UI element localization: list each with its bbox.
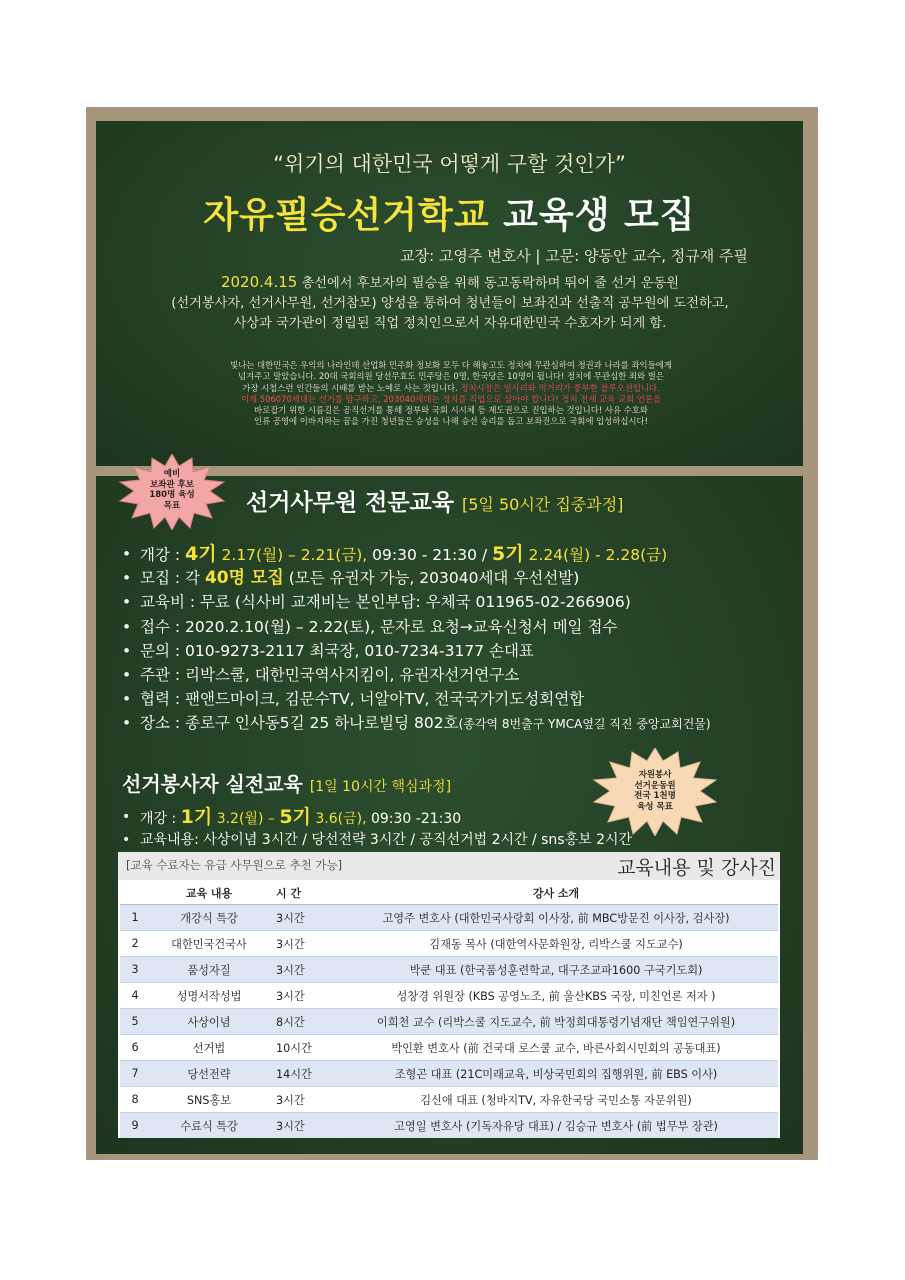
cell-subject: 품성자질: [150, 957, 268, 983]
open2-label: 개강 :: [140, 811, 181, 827]
col-header-subject: 교육 내용: [150, 881, 268, 905]
list-item-content: • 교육내용: 사상이념 3시간 / 당선전략 3시간 / 공직선거법 2시간 / sns홍보 2시간: [122, 829, 632, 852]
section2-list: [122, 806, 632, 852]
cell-instructor: 성창경 위원장 (KBS 공영노조, 前 울산KBS 국장, 미친언론 저자 ): [334, 983, 778, 1009]
cell-hours: 3시간: [268, 1113, 334, 1139]
notes-line6: 인류 공영에 이바지하는 꿈을 가진 청년들은 승성을 나해 승선 승리를 돕고 보좌진으로 국회에 입성하십시다!: [254, 416, 648, 427]
table-row: [120, 1009, 778, 1035]
section1-heading: 선거사무원 전문교육: [246, 490, 454, 516]
title-part1: 자유필승선거학교: [203, 195, 490, 236]
cohort2-5-dates: 3.6(금),: [310, 811, 367, 827]
open-label: 개강 :: [140, 546, 186, 564]
cell-instructor: 박쿤 대표 (한국품성훈련학교, 대구조교파1600 구국기도회): [334, 957, 778, 983]
course-table: [120, 881, 778, 1138]
table-header-row: [120, 881, 778, 905]
cell-subject: 선거법: [150, 1035, 268, 1061]
cell-subject: 수료식 특강: [150, 1113, 268, 1139]
list-item-open2: [122, 806, 632, 829]
section2-subtitle: [1일 10시간 핵심과정]: [309, 779, 452, 795]
cell-hours: 8시간: [268, 1009, 334, 1035]
staff-line: 교장: 고영주 변호사 | 고문: 양동안 교수, 정규재 주필: [400, 247, 748, 265]
table-row: [120, 1087, 778, 1113]
title-part2: 교육생 모집: [503, 195, 696, 236]
table-caption: 교육내용 및 강사진: [617, 857, 776, 879]
recruit-number: 40명 모집: [204, 568, 284, 589]
cohort2-1: 1기: [180, 806, 213, 828]
open2-time: 09:30 -21:30: [366, 811, 462, 827]
cell-num: 6: [120, 1035, 150, 1061]
notes-line4: 이제 506070세대는 선거를 탐구하고, 203040세대는 정치를 직업으로 삼아야 합니다! 정치 전세 교육 교회 언론을: [240, 393, 662, 404]
burst2-line2: 선거운동원: [634, 780, 676, 791]
cell-instructor: 고영주 변호사 (대한민국사랑회 이사장, 前 MBC방문진 이사장, 검사장): [334, 905, 778, 931]
section2-heading: 선거봉사자 실전교육: [122, 772, 303, 796]
cell-instructor: 박인환 변호사 (前 건국대 로스쿨 교수, 바른사회시민회의 공동대표): [334, 1035, 778, 1061]
open-time: 09:30 - 21:30 /: [367, 546, 493, 564]
notes-paragraph: [126, 360, 776, 428]
list-item-contact: • 문의 : 010-9273-2117 최국장, 010-7234-3177 손대표: [122, 639, 711, 663]
list-item-recruit: [122, 566, 711, 590]
notes-line3a: 가장 시첩스런 인간들의 시배를 받는 노예로 사는 것입니다.: [242, 382, 458, 393]
cell-subject: 사상이념: [150, 1009, 268, 1035]
cell-hours: 3시간: [268, 957, 334, 983]
cell-num: 8: [120, 1087, 150, 1113]
intro-line1: 총선에서 후보자의 필승을 위해 동고동락하며 뛰어 줄 선거 운동원: [301, 276, 680, 291]
cell-subject: 당선전략: [150, 1061, 268, 1087]
table-row: [120, 957, 778, 983]
col-header-num: [120, 881, 150, 905]
cohort-4: 4기: [185, 543, 217, 565]
recruit-detail: (모든 유권자 가능, 203040세대 우선선발): [283, 569, 580, 588]
cell-num: 3: [120, 957, 150, 983]
col-header-instructor: 강사 소개: [334, 881, 778, 905]
place-note: (종각역 8번출구 YMCA옆길 직진 중앙교회건물): [458, 717, 711, 732]
cohort-4-dates: 2.17(월) – 2.21(금),: [216, 546, 368, 564]
section1-list: [122, 542, 711, 736]
cell-hours: 10시간: [268, 1035, 334, 1061]
burst1-line4: 목표: [163, 500, 181, 511]
table-row: [120, 1035, 778, 1061]
notes-line3b: 정치시장은 일사리와 먹거리가 풍부한 블루오션입니다.: [460, 382, 660, 393]
course-table-panel: [118, 852, 780, 1138]
poster-subtitle: “위기의 대한민국 어떻게 구할 것인가”: [273, 152, 626, 176]
poster-title: [96, 187, 803, 238]
section1-subtitle: [5일 50시간 집중과정]: [462, 495, 624, 514]
recruit-label: 모집 : 각: [140, 569, 205, 588]
burst1-line2: 보좌관 후보: [149, 479, 194, 490]
intro-line3: 사상과 국가관이 정립된 직업 정치인으로서 자유대한민국 수호자가 되게 함.: [233, 316, 667, 331]
cell-instructor: 고영일 변호사 (기독자유당 대표) / 김승규 변호사 (前 법무부 장관): [334, 1113, 778, 1139]
table-header-bar: [118, 852, 780, 880]
cell-subject: 대한민국건국사: [150, 931, 268, 957]
list-item-host: • 주관 : 리박스쿨, 대한민국역사지킴이, 유권자선거연구소: [122, 663, 711, 687]
list-item-place: [122, 711, 711, 735]
cell-num: 2: [120, 931, 150, 957]
list-item-fee: • 교육비 : 무료 (식사비 교재비는 본인부담: 우체국 011965-02-266906): [122, 590, 711, 614]
cell-subject: 성명서작성법: [150, 983, 268, 1009]
cell-num: 4: [120, 983, 150, 1009]
intro-line2: (선거봉사자, 선거사무원, 선거참모) 양성을 통하여 청년들이 보좌진과 선출직 공무원에 도전하고,: [171, 296, 729, 311]
cell-instructor: 김신애 대표 (청바지TV, 자유한국당 국민소통 자문위원): [334, 1087, 778, 1113]
burst1-line3: 180명 육성: [149, 490, 195, 500]
notes-line1: 빛나는 대한민국은 우익의 나라인데 산업화 민주화 정보화 모두 다 해놓고도 정치에 무관심하여 정권과 나라를 좌익들에게: [230, 360, 672, 370]
cohort2-1-dates: 3.2(월) –: [212, 811, 280, 827]
table-row: [120, 931, 778, 957]
section2-title: [122, 768, 451, 797]
notes-line5: 바로잡기 위한 시름길은 공직선거를 통해 정부와 국회 시시체 등 제도권으로 진입하는 것입니다! 사유 수호와: [254, 405, 648, 416]
burst2-line3: 전국 1천명: [634, 791, 676, 801]
cell-num: 1: [120, 905, 150, 931]
election-date: 2020.4.15: [220, 273, 298, 291]
list-item-open: [122, 542, 711, 566]
starburst-badge-aide: [118, 454, 226, 530]
intro-paragraph: [110, 272, 790, 334]
cell-num: 7: [120, 1061, 150, 1087]
table-row: [120, 1113, 778, 1139]
cell-instructor: 조형곤 대표 (21C미래교육, 비상국민회의 집행위원, 前 EBS 이사): [334, 1061, 778, 1087]
table-row: [120, 905, 778, 931]
cell-num: 5: [120, 1009, 150, 1035]
cell-hours: 3시간: [268, 1087, 334, 1113]
list-item-partner: • 협력 : 팬앤드마이크, 김문수TV, 너알아TV, 전국국가기도성회연합: [122, 687, 711, 711]
burst1-line1: 예비: [163, 469, 181, 479]
table-row: [120, 1061, 778, 1087]
cell-hours: 3시간: [268, 905, 334, 931]
cohort-5: 5기: [492, 543, 524, 565]
place-label: 장소 : 종로구 인사동5길 25 하나로빌딩 802호: [140, 714, 459, 733]
cohort2-5: 5기: [279, 806, 311, 828]
table-row: [120, 983, 778, 1009]
burst2-line1: 자원봉사: [638, 770, 672, 780]
cell-hours: 3시간: [268, 983, 334, 1009]
burst2-line4: 육성 목표: [637, 801, 673, 812]
col-header-hours: 시 간: [268, 881, 334, 905]
cell-instructor: 김재동 목사 (대한역사문화원장, 리박스쿨 지도교수): [334, 931, 778, 957]
list-item-apply: • 접수 : 2020.2.10(월) – 2.22(토), 문자로 요청→교육신청서 메일 접수: [122, 615, 711, 639]
cell-hours: 3시간: [268, 931, 334, 957]
notes-line2: 넘겨주고 말았습니다. 20대 국회의원 당선무효도 민주당은 0명, 한국당은 10명이 됩니다! 정치에 무관심한 죄와 벌은: [238, 371, 664, 382]
cohort-5-dates: 2.24(월) - 2.28(금): [523, 546, 668, 564]
cell-subject: 개강식 특강: [150, 905, 268, 931]
table-note: [교육 수료자는 유급 사무원으로 추천 가능]: [126, 858, 343, 872]
cell-instructor: 이희천 교수 (리박스쿨 지도교수, 前 박정희대통령기념재단 책임연구위원): [334, 1009, 778, 1035]
cell-num: 9: [120, 1113, 150, 1139]
cell-subject: SNS홍보: [150, 1087, 268, 1113]
section1-title: [246, 484, 623, 517]
cell-hours: 14시간: [268, 1061, 334, 1087]
